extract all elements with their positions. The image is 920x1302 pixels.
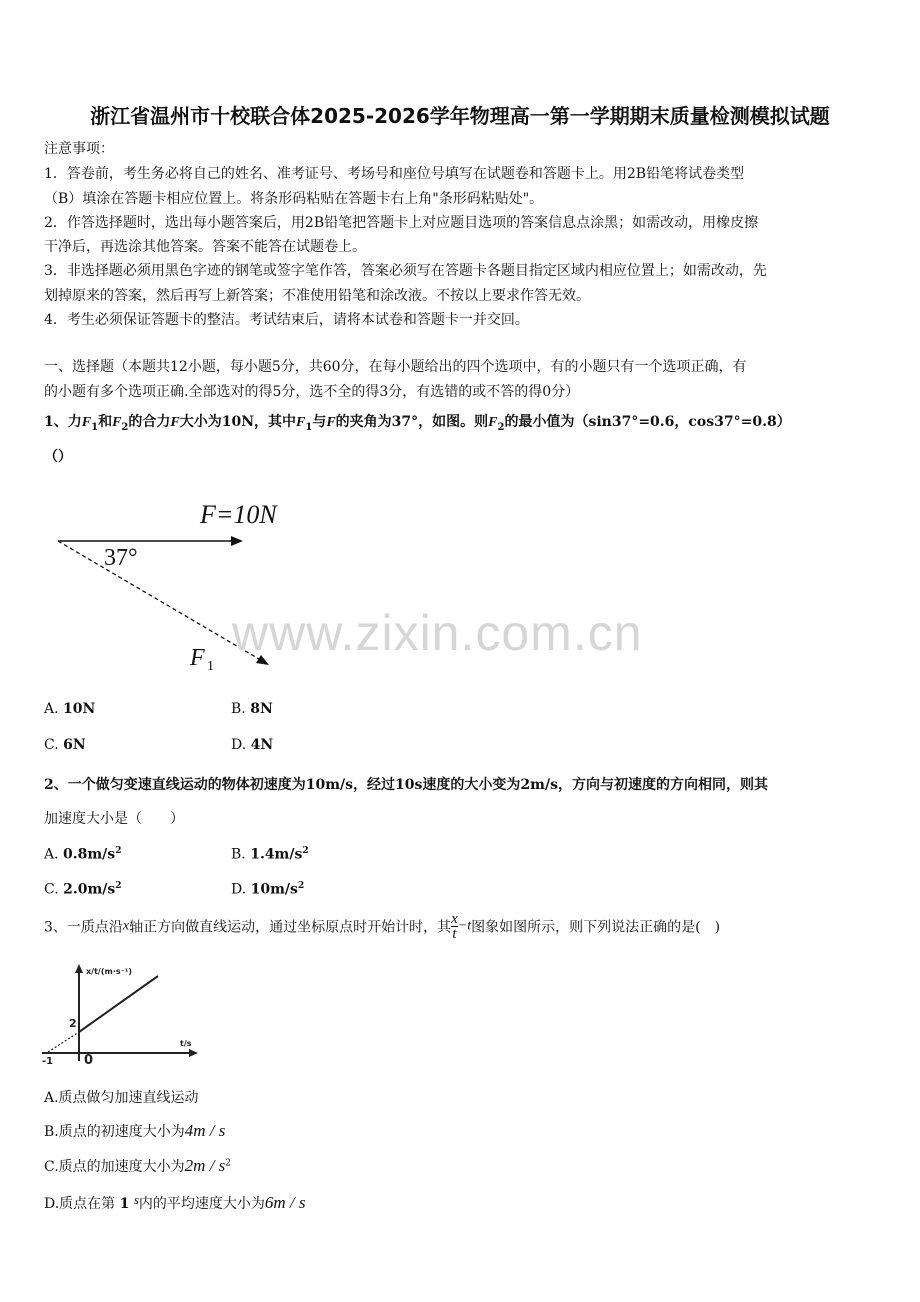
q2-option-a[interactable]: A. $0.8m/s^2$	[44, 846, 122, 863]
notice-line-3b: 划掉原来的答案，然后再写上新答案；不准使用铅笔和涂改液。不按以上要求作答无效。	[44, 288, 590, 304]
notice-line-1b: （B）填涂在答题卡相应位置上。将条形码粘贴在答题卡右上角"条形码粘贴处"。	[44, 191, 544, 207]
notice-line-4: 4．考生必须保证答题卡的整洁。考试结束后，请将本试卷和答题卡一并交回。	[44, 312, 529, 328]
q3-option-d[interactable]: D.质点在第 1 s内的平均速度大小为6m / s	[44, 1192, 306, 1212]
q1-option-a[interactable]: A. 10N	[44, 701, 96, 717]
q3-option-c[interactable]: C.质点的加速度大小为$2m / s^2$	[44, 1156, 232, 1175]
notice-line-1a: 1．答卷前，考生务必将自己的姓名、准考证号、考场号和座位号填写在试题卷和答题卡上。用2B铅笔将试卷类型	[44, 166, 745, 182]
graph-intercept-label: 2	[69, 1017, 77, 1030]
notice-line-3a: 3．非选择题必须用黑色字迹的钢笔或签字笔作答，答案必须写在答题卡各题目指定区域内相应位置上；如需改动，先	[44, 263, 767, 279]
x-over-t-fraction: $\frac{x}{t}$	[451, 911, 458, 942]
q3-option-b[interactable]: B.质点的初速度大小为4m / s	[44, 1121, 226, 1140]
q1-option-d[interactable]: D. 4N	[231, 737, 274, 753]
q2-option-d[interactable]: D. $10m/s^2$	[231, 881, 305, 898]
q2-option-b[interactable]: B. $1.4m/s^2$	[231, 846, 309, 863]
q3-option-a[interactable]: A.质点做匀加速直线运动	[44, 1090, 199, 1106]
q2-option-c[interactable]: C. $2.0m/s^2$	[44, 881, 122, 898]
q3-xt-t-graph	[40, 960, 200, 1065]
f1-label: F	[190, 645, 205, 671]
q2-stem-2: 加速度大小是（ ）	[44, 811, 184, 827]
graph-xneg-label: -1	[42, 1056, 54, 1065]
q1-option-c[interactable]: C. 6N	[44, 737, 86, 753]
watermark: www.zixin.com.cn	[232, 605, 643, 661]
q1-option-b[interactable]: B. 8N	[231, 701, 273, 717]
graph-x-label: t/s	[180, 1039, 192, 1048]
section-line-2: 的小题有多个选项正确.全部选对的得5分，选不全的得3分，有选错的或不答的得0分）	[44, 384, 580, 400]
graph-origin-label: 0	[84, 1053, 94, 1065]
section-line-1: 一、选择题（本题共12小题，每小题5分，共60分，在每小题给出的四个选项中，有的小题只有一个选项正确，有	[44, 359, 747, 375]
page-title: 浙江省温州市十校联合体2025-2026学年物理高一第一学期期末质量检测模拟试题	[90, 104, 830, 128]
notice-line-2a: 2．作答选择题时，选出每小题答案后，用2B铅笔把答题卡上对应题目选项的答案信息点涂黑；如需改动，用橡皮擦	[44, 215, 759, 231]
q3-stem: 3、一质点沿x轴正方向做直线运动，通过坐标原点时开始计时，其 $\frac{x}{t}$ −t图象如图所示，则下列说法正确的是( )	[44, 911, 721, 942]
notice-heading: 注意事项：	[44, 141, 114, 157]
graph-y-label: x/t/(m·s⁻¹)	[86, 967, 133, 976]
notice-line-2b: 干净后，再选涂其他答案。答案不能答在试题卷上。	[44, 239, 366, 255]
q1-stem: 1、力$F_1$和$F_2$的合力F大小为10N，其中$F_1$与F的夹角为37°，如图。则$F_2$的最小值为（sin37°=0.6，cos37°=0.8）	[44, 414, 791, 433]
force-label: F=10N	[200, 500, 277, 529]
f1-sub: 1	[207, 659, 214, 674]
q2-stem-1: 2、一个做匀变速直线运动的物体初速度为10m/s，经过10s速度的大小变为2m/s，方向与初速度的方向相同，则其	[44, 777, 768, 793]
angle-label: 37°	[104, 545, 138, 571]
q1-paren: （）	[44, 449, 72, 465]
